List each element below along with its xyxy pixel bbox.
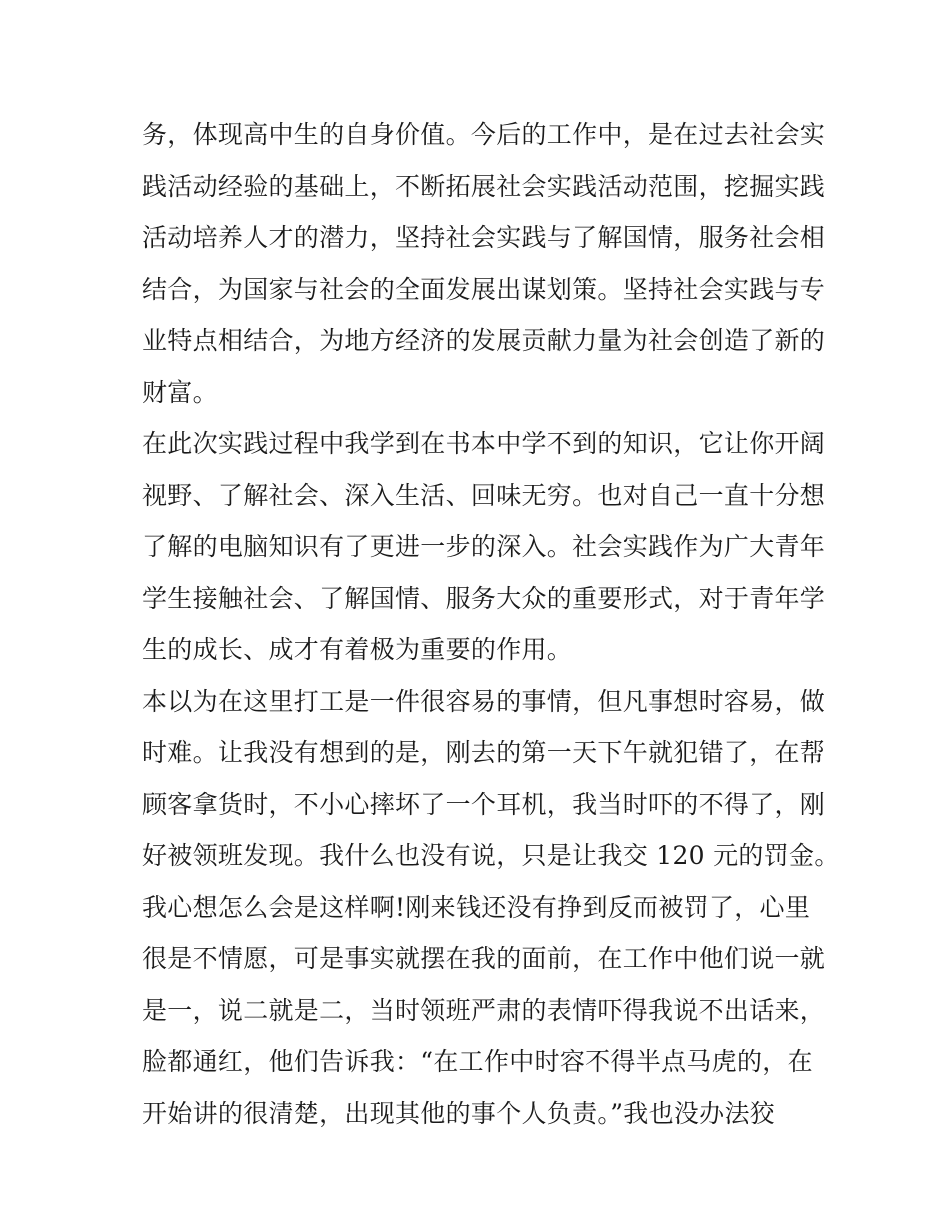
text-line: 业特点相结合，为地方经济的发展贡献力量为社会创造了新的: [142, 326, 826, 355]
text-line: 了解的电脑知识有了更进一步的深入。社会实践作为广大青年: [142, 532, 826, 561]
text-line: 顾客拿货时，不小心摔坏了一个耳机，我当时吓的不得了，刚: [142, 789, 826, 819]
text-line: 在此次实践过程中我学到在书本中学不到的知识，它让你开阔: [142, 429, 826, 458]
text-line: 很是不情愿，可是事实就摆在我的面前，在工作中他们说一就: [142, 944, 826, 973]
text-line: 学生接触社会、了解国情、服务大众的重要形式，对于青年学: [142, 583, 826, 613]
text-line: 财富。: [142, 377, 218, 407]
text-line: 结合，为国家与社会的全面发展出谋划策。坚持社会实践与专: [142, 274, 826, 304]
text-line: 我心想怎么会是这样啊!刚来钱还没有挣到反而被罚了，心里: [142, 892, 811, 922]
body-text: [142, 109, 840, 1139]
text-line: 视野、了解社会、深入生活、回味无穷。也对自己一直十分想: [142, 480, 826, 510]
text-line: 好被领班发现。我什么也没有说，只是让我交 120 元的罚金。: [142, 841, 840, 870]
text-line: 本以为在这里打工是一件很容易的事情，但凡事想时容易，做: [142, 686, 826, 716]
text-line: 活动培养人才的潜力，坚持社会实践与了解国情，服务社会相: [142, 223, 826, 252]
text-line: 脸都通红，他们告诉我：“在工作中时容不得半点马虎的，在: [142, 1047, 813, 1076]
text-line: 开始讲的很清楚，出现其他的事个人负责。”我也没办法狡: [142, 1098, 776, 1128]
text-line: 生的成长、成才有着极为重要的作用。: [142, 635, 573, 664]
text-line: 是一，说二就是二，当时领班严肃的表情吓得我说不出话来，: [142, 995, 826, 1025]
text-line: 时难。让我没有想到的是，刚去的第一天下午就犯错了，在帮: [142, 738, 826, 767]
text-line: 务，体现高中生的自身价值。今后的工作中，是在过去社会实: [142, 120, 826, 149]
text-line: 践活动经验的基础上，不断拓展社会实践活动范围，挖掘实践: [142, 171, 826, 201]
